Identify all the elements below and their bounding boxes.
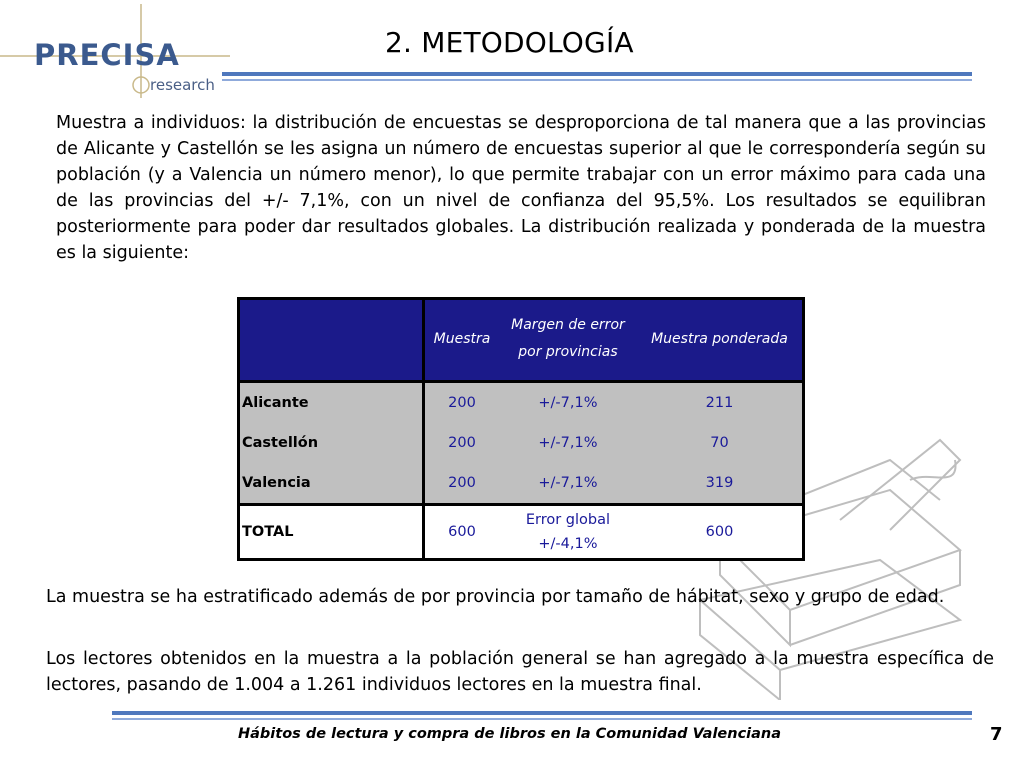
- total-muestra: 600: [424, 505, 499, 559]
- cell-ponderada: 319: [637, 463, 802, 505]
- cell-margen: +/-7,1%: [499, 463, 637, 505]
- footer-rule-thin: [112, 718, 972, 720]
- total-margen: [499, 505, 637, 559]
- sample-distribution-table: [238, 298, 802, 558]
- header-rule-thin: [222, 79, 972, 81]
- intro-paragraph: Muestra a individuos: la distribución de encuestas se desproporciona de tal manera que a las provincias de Alicante y Castellón se les asigna un número de encuestas superior al que le correspondería según su población (y a Valencia un número menor), lo que permite trabajar con un error máximo para cada una de las provincias del +/- 7,1%, con un nivel de confianza del 95,5%. Los resultados se equilibran posteriormente para poder dar resultados globales. La distribución realizada y ponderada de la muestra es la siguiente:: [56, 113, 986, 263]
- table-row: [238, 423, 802, 463]
- cell-muestra: 200: [424, 423, 499, 463]
- stratification-paragraph: La muestra se ha estratificado además de por provincia por tamaño de hábitat, sexo y grupo de edad.: [46, 587, 945, 607]
- total-label: TOTAL: [238, 505, 424, 559]
- readers-paragraph: Los lectores obtenidos en la muestra a la población general se han agregado a la muestra específica de lectores, pasando de 1.004 a 1.261 individuos lectores en la muestra final.: [46, 649, 994, 695]
- cell-ponderada: 211: [637, 382, 802, 424]
- total-ponderada: 600: [637, 505, 802, 559]
- cell-muestra: 200: [424, 382, 499, 424]
- logo-subtitle: research: [150, 76, 215, 94]
- logo-wordmark: PRECISA: [34, 38, 180, 72]
- cell-ponderada: 70: [637, 423, 802, 463]
- table-total-row: [238, 505, 802, 559]
- row-label: Alicante: [238, 382, 424, 424]
- cell-margen: +/-7,1%: [499, 382, 637, 424]
- row-label: Valencia: [238, 463, 424, 505]
- row-label: Castellón: [238, 423, 424, 463]
- table-header-muestra: Muestra: [424, 298, 499, 382]
- table-header-ponderada: Muestra ponderada: [637, 298, 802, 382]
- page-number: 7: [990, 724, 1003, 745]
- footer-rule-thick: [112, 711, 972, 715]
- precisa-logo: [0, 0, 235, 100]
- table-row: [238, 463, 802, 505]
- footer-title: Hábitos de lectura y compra de libros en la Comunidad Valenciana: [238, 726, 782, 742]
- table-row: [238, 382, 802, 424]
- table-header-row: [238, 298, 802, 382]
- page-title: 2. METODOLOGÍA: [385, 26, 634, 59]
- cell-margen: +/-7,1%: [499, 423, 637, 463]
- total-margen-line1: Error global: [525, 512, 611, 528]
- total-margen-line2: +/-4,1%: [538, 536, 598, 552]
- header-rule-thick: [222, 72, 972, 76]
- cell-muestra: 200: [424, 463, 499, 505]
- table-header-margen: Margen de error por provincias: [499, 298, 637, 382]
- table-header-blank: [238, 298, 424, 382]
